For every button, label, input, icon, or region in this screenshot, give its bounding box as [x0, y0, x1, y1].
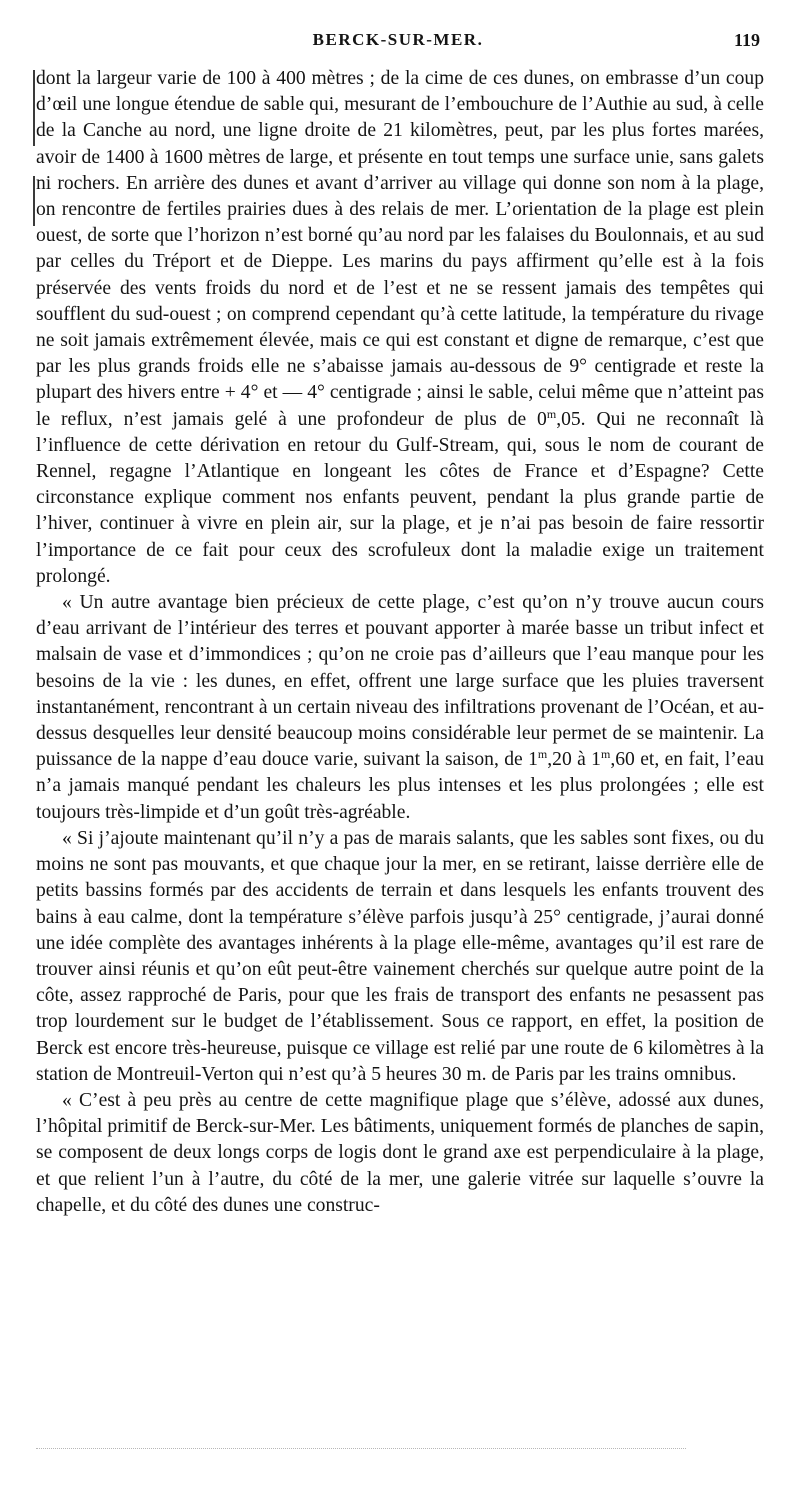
superscript-unit: m	[537, 747, 548, 762]
text-run: « C’est à peu près au centre de cette magnifique plage que s’élève, adossé aux dunes, l’hôpital primitif de Berck-sur-Mer. Les bâtiments, uniquement formés de planches de sapin, se composent de deux longs corps de logis dont le grand axe est perpendiculaire à la plage, et que relient l’un à l’autre, du côté de la mer, une galerie vitrée sur laquelle s’ouvre la chapelle, et du côté des dunes une construc-	[36, 1089, 764, 1216]
running-title: BERCK-SUR-MER.	[312, 30, 484, 49]
text-run: ,60 et, en fait, l’eau n’a jamais manqué pendant les chaleurs les plus intenses et les plus prolongées ; elle est toujours très-limpide et d’un goût très-agréable.	[36, 749, 764, 823]
body-text	[36, 66, 764, 1219]
paragraph-4	[36, 1088, 764, 1219]
paragraph-1	[36, 66, 764, 590]
paragraph-2	[36, 590, 764, 826]
footer-dotted-rule	[36, 1448, 686, 1451]
text-run: dont la largeur varie de 100 à 400 mètres ; de la cime de ces dunes, on embrasse d’un coup d’œil une longue étendue de sable qui, mesurant de l’embouchure de l’Authie au sud, à celle de la Canche au nord, une ligne droite de 21 kilomètres, peut, par les plus fortes marées, avoir de 1400 à 1600 mètres de large, et présente en tout temps une surface unie, sans galets ni rochers. En arrière des dunes et avant d’arriver au village qui donne son nom à la plage, on rencontre de fertiles prairies dues à des relais de mer. L’orientation de la plage est plein ouest, de sorte que l’horizon n’est borné qu’au nord par les falaises du Boulonnais, et au sud par celles du Tréport et de Dieppe. Les marins du pays affirment qu’elle est à la fois préservée des vents froids du nord et de l’est et ne se ressent jamais des tempêtes qui soufflent du sud-ouest ; on comprend cependant qu’à cette latitude, la température du rivage ne soit jamais extrêmement élevée, mais ce qui est constant et digne de remarque, c’est que par les plus grands froids elle ne s’abaisse jamais au-dessous de 9° centigrade et reste la plupart des hivers entre + 4° et — 4° centigrade ; ainsi le sable, celui même que n’atteint pas le reflux, n’est jamais gelé à une profondeur de plus de 0	[36, 68, 764, 430]
superscript-unit: m	[546, 406, 557, 421]
superscript-unit: m	[600, 747, 611, 762]
text-run: « Un autre avantage bien précieux de cette plage, c’est qu’on n’y trouve aucun cours d’eau arrivant de l’intérieur des terres et pouvant apporter à marée basse un tribut infect et malsain de vase et d’immondices ; qu’on ne croie pas d’ailleurs que l’eau manque pour les besoins de la vie : les dunes, en effet, offrent une large surface que les pluies traversent instantanément, rencontrant à un certain niveau des infiltrations provenant de l’Océan, et au-dessus desquelles leur densité beaucoup moins considérable leur permet de se maintenir. La puissance de la nappe d’eau douce varie, suivant la saison, de 1	[36, 592, 764, 771]
margin-mark	[33, 70, 35, 146]
text-run: ,05. Qui ne reconnaît là l’influence de cette dérivation en retour du Gulf-Stream, qui, sous le nom de courant de Rennel, regagne l’Atlantique en longeant les côtes de France et d’Espagne? Cette circonstance explique comment nos enfants peuvent, pendant la plus grande partie de l’hiver, continuer à vivre en plein air, sur la plage, et je n’ai pas besoin de faire ressortir l’importance de ce fait pour ceux des scrofuleux dont la maladie exige un traitement prolongé.	[36, 408, 765, 587]
margin-mark	[33, 176, 35, 226]
text-run: ,20 à 1	[547, 749, 601, 771]
page-number: 119	[733, 30, 760, 50]
text-run: « Si j’ajoute maintenant qu’il n’y a pas de marais salants, que les sables sont fixes, ou du moins ne sont pas mouvants, et que chaque jour la mer, en se retirant, laisse derrière elle de petits bassins formés par des accidents de terrain et dans lesquels les enfants trouvent des bains à eau calme, dont la température s’élève parfois jusqu’à 25° centigrade, j’aurai donné une idée complète des avantages inhérents à la plage elle-même, avantages qu’il est rare de trouver ainsi réunis et qu’on eût peut-être vainement cherchés sur quelque autre point de la côte, assez rapproché de Paris, pour que les frais de transport des enfants ne pesassent pas trop lourdement sur le budget de l’établissement. Sous ce rapport, en effet, la position de Berck est encore très-heureuse, puisque ce village est relié par une route de 6 kilomètres à la station de Montreuil-Verton qui n’est qu’à 5 heures 30 m. de Paris par les trains omnibus.	[36, 827, 764, 1085]
running-head	[36, 30, 760, 60]
paragraph-3	[36, 826, 764, 1088]
